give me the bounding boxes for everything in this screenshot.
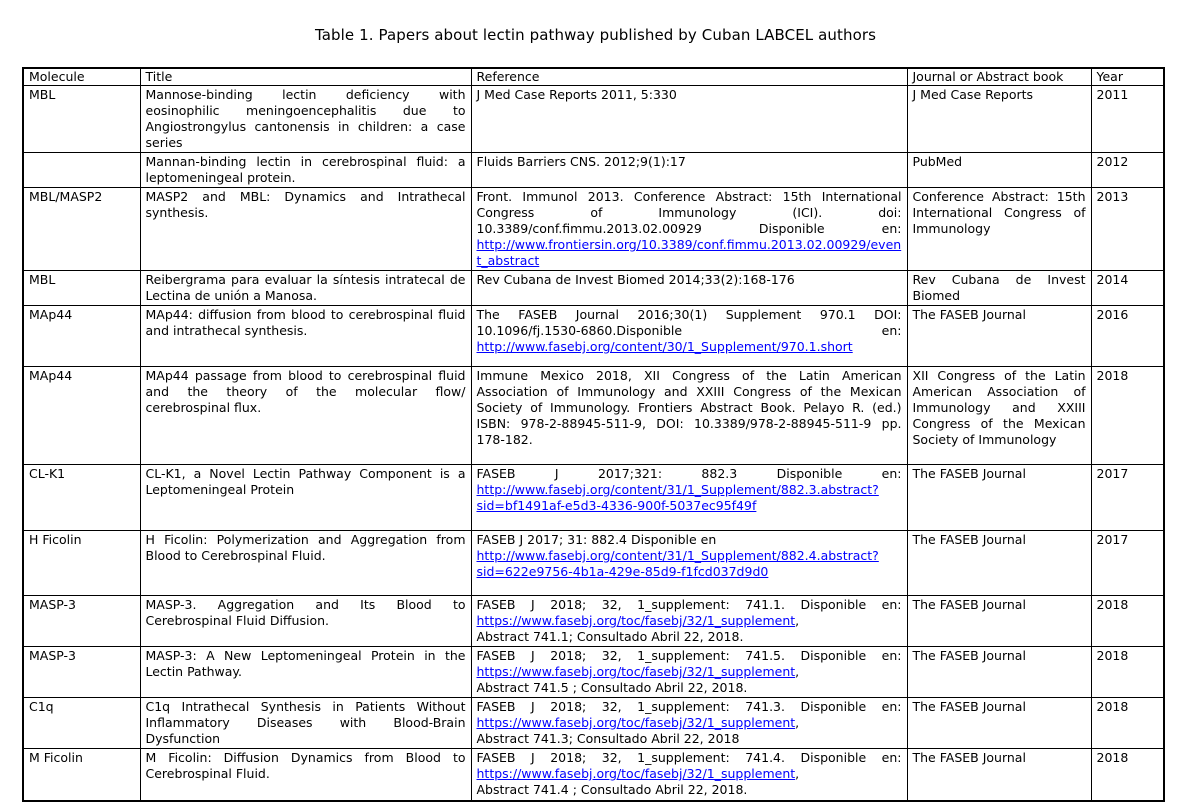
title-cell: C1q Intrathecal Synthesis in Patients Without Inflammatory Diseases with Blood-Brain Dysfunction xyxy=(140,698,471,749)
title-cell: MASP2 and MBL: Dynamics and Intrathecal synthesis. xyxy=(140,188,471,271)
reference-text: FASEB J 2018; 32, 1_supplement: 741.1. Disponible en: xyxy=(476,597,902,612)
year-cell: 2017 xyxy=(1091,465,1164,531)
reference-text: , xyxy=(795,613,800,628)
reference-text: Front. Immunol 2013. Conference Abstract: 15th International Congress of Immunology (ICI). doi: 10.3389/conf.fimmu.2013.02.00929 Disponible en: xyxy=(476,189,902,236)
molecule-cell: H Ficolin xyxy=(23,531,140,596)
molecule-cell: MBL/MASP2 xyxy=(23,188,140,271)
reference-text: , xyxy=(795,766,800,781)
molecule-cell: MAp44 xyxy=(23,367,140,465)
title-cell: MASP-3. Aggregation and Its Blood to Cerebrospinal Fluid Diffusion. xyxy=(140,596,471,647)
table-row xyxy=(23,749,1164,801)
year-cell: 2011 xyxy=(1091,86,1164,153)
reference-text: FASEB J 2018; 32, 1_supplement: 741.3. Disponible en: xyxy=(476,699,902,714)
journal-cell: J Med Case Reports xyxy=(907,86,1091,153)
reference-text: The FASEB Journal 2016;30(1) Supplement 970.1 DOI: 10.1096/fj.1530-6860.Disponible en: xyxy=(476,307,902,338)
reference-text: Rev Cubana de Invest Biomed 2014;33(2):168-176 xyxy=(476,272,795,287)
journal-cell: The FASEB Journal xyxy=(907,531,1091,596)
year-cell: 2018 xyxy=(1091,596,1164,647)
reference-cell xyxy=(471,698,907,749)
journal-cell: Conference Abstract: 15th International Congress of Immunology xyxy=(907,188,1091,271)
table-row xyxy=(23,367,1164,465)
title-cell: Mannan-binding lectin in cerebrospinal fluid: a leptomeningeal protein. xyxy=(140,153,471,188)
title-cell: M Ficolin: Diffusion Dynamics from Blood to Cerebrospinal Fluid. xyxy=(140,749,471,801)
table-row xyxy=(23,86,1164,153)
title-cell: MAp44: diffusion from blood to cerebrospinal fluid and intrathecal synthesis. xyxy=(140,306,471,367)
column-header-journal: Journal or Abstract book xyxy=(907,68,1091,86)
reference-text: Abstract 741.3; Consultado Abril 22, 2018 xyxy=(476,731,740,746)
reference-text: FASEB J 2017;321: 882.3 Disponible en: xyxy=(476,466,902,481)
reference-link[interactable]: http://www.fasebj.org/content/30/1_Supplement/970.1.short xyxy=(476,339,853,354)
table-row xyxy=(23,531,1164,596)
title-cell: Mannose-binding lectin deficiency with eosinophilic meningoencephalitis due to Angiostrongylus cantonensis in children: a case series xyxy=(140,86,471,153)
column-header-reference: Reference xyxy=(471,68,907,86)
year-cell: 2018 xyxy=(1091,367,1164,465)
reference-text: , xyxy=(795,664,800,679)
reference-text: FASEB J 2018; 32, 1_supplement: 741.5. Disponible en: xyxy=(476,648,902,663)
column-header-molecule: Molecule xyxy=(23,68,140,86)
header-row xyxy=(23,68,1164,86)
molecule-cell: MBL xyxy=(23,86,140,153)
title-cell: MASP-3: A New Leptomeningeal Protein in the Lectin Pathway. xyxy=(140,647,471,698)
molecule-cell xyxy=(23,153,140,188)
reference-cell xyxy=(471,465,907,531)
journal-cell: The FASEB Journal xyxy=(907,647,1091,698)
reference-link[interactable]: http://www.frontiersin.org/10.3389/conf.fimmu.2013.02.00929/event_abstract xyxy=(476,237,902,268)
journal-cell: The FASEB Journal xyxy=(907,698,1091,749)
molecule-cell: MAp44 xyxy=(23,306,140,367)
year-cell: 2016 xyxy=(1091,306,1164,367)
title-cell: CL-K1, a Novel Lectin Pathway Component is a Leptomeningeal Protein xyxy=(140,465,471,531)
reference-cell xyxy=(471,647,907,698)
reference-cell xyxy=(471,188,907,271)
year-cell: 2014 xyxy=(1091,271,1164,306)
molecule-cell: MBL xyxy=(23,271,140,306)
table-row xyxy=(23,188,1164,271)
reference-cell xyxy=(471,153,907,188)
journal-cell: The FASEB Journal xyxy=(907,306,1091,367)
reference-text: Abstract 741.1; Consultado Abril 22, 2018. xyxy=(476,629,744,644)
year-cell: 2017 xyxy=(1091,531,1164,596)
reference-cell xyxy=(471,367,907,465)
year-cell: 2012 xyxy=(1091,153,1164,188)
molecule-cell: M Ficolin xyxy=(23,749,140,801)
reference-link[interactable]: http://www.fasebj.org/content/31/1_Supplement/882.3.abstract?sid=bf1491af-e5d3-4336-900f-5037ec95f49f xyxy=(476,482,879,513)
table-row xyxy=(23,698,1164,749)
molecule-cell: CL-K1 xyxy=(23,465,140,531)
reference-text: FASEB J 2017; 31: 882.4 Disponible en xyxy=(476,532,717,547)
title-cell: Reibergrama para evaluar la síntesis intratecal de Lectina de unión a Manosa. xyxy=(140,271,471,306)
reference-text: J Med Case Reports 2011, 5:330 xyxy=(476,87,677,102)
reference-link[interactable]: https://www.fasebj.org/toc/fasebj/32/1_supplement xyxy=(476,613,796,628)
reference-cell xyxy=(471,306,907,367)
journal-cell: XII Congress of the Latin American Association of Immunology and XXIII Congress of the Mexican Society of Immunology xyxy=(907,367,1091,465)
year-cell: 2013 xyxy=(1091,188,1164,271)
table-row xyxy=(23,153,1164,188)
year-cell: 2018 xyxy=(1091,698,1164,749)
molecule-cell: C1q xyxy=(23,698,140,749)
year-cell: 2018 xyxy=(1091,749,1164,801)
reference-cell xyxy=(471,749,907,801)
papers-table xyxy=(22,67,1165,802)
molecule-cell: MASP-3 xyxy=(23,647,140,698)
title-cell: MAp44 passage from blood to cerebrospinal fluid and the theory of the molecular flow/ cerebrospinal flux. xyxy=(140,367,471,465)
title-cell: H Ficolin: Polymerization and Aggregation from Blood to Cerebrospinal Fluid. xyxy=(140,531,471,596)
reference-text: Immune Mexico 2018, XII Congress of the Latin American Association of Immunology and XXIII Congress of the Mexican Society of Immunology. Frontiers Abstract Book. Pelayo R. (ed.) ISBN: 978-2-88945-511-9, DOI: 10.3389/978-2-88945-511-9 pp. 178-182. xyxy=(476,368,902,447)
reference-text: , xyxy=(795,715,800,730)
table-row xyxy=(23,465,1164,531)
reference-text: Abstract 741.4 ; Consultado Abril 22, 2018. xyxy=(476,782,748,797)
column-header-year: Year xyxy=(1091,68,1164,86)
journal-cell: The FASEB Journal xyxy=(907,749,1091,801)
journal-cell: Rev Cubana de Invest Biomed xyxy=(907,271,1091,306)
reference-text: Fluids Barriers CNS. 2012;9(1):17 xyxy=(476,154,686,169)
year-cell: 2018 xyxy=(1091,647,1164,698)
journal-cell: The FASEB Journal xyxy=(907,596,1091,647)
table-row xyxy=(23,306,1164,367)
column-header-title: Title xyxy=(140,68,471,86)
reference-link[interactable]: https://www.fasebj.org/toc/fasebj/32/1_supplement xyxy=(476,664,796,679)
reference-cell xyxy=(471,86,907,153)
reference-cell xyxy=(471,271,907,306)
reference-link[interactable]: http://www.fasebj.org/content/31/1_Supplement/882.4.abstract?sid=622e9756-4b1a-429e-85d9-f1fcd037d9d0 xyxy=(476,548,879,579)
table-row xyxy=(23,647,1164,698)
reference-link[interactable]: https://www.fasebj.org/toc/fasebj/32/1_supplement xyxy=(476,766,796,781)
table-caption: Table 1. Papers about lectin pathway published by Cuban LABCEL authors xyxy=(314,26,877,44)
reference-link[interactable]: https://www.fasebj.org/toc/fasebj/32/1_supplement xyxy=(476,715,796,730)
table-row xyxy=(23,271,1164,306)
molecule-cell: MASP-3 xyxy=(23,596,140,647)
reference-cell xyxy=(471,596,907,647)
reference-text: FASEB J 2018; 32, 1_supplement: 741.4. Disponible en: xyxy=(476,750,902,765)
journal-cell: The FASEB Journal xyxy=(907,465,1091,531)
reference-cell xyxy=(471,531,907,596)
reference-text: Abstract 741.5 ; Consultado Abril 22, 2018. xyxy=(476,680,748,695)
table-row xyxy=(23,596,1164,647)
journal-cell: PubMed xyxy=(907,153,1091,188)
